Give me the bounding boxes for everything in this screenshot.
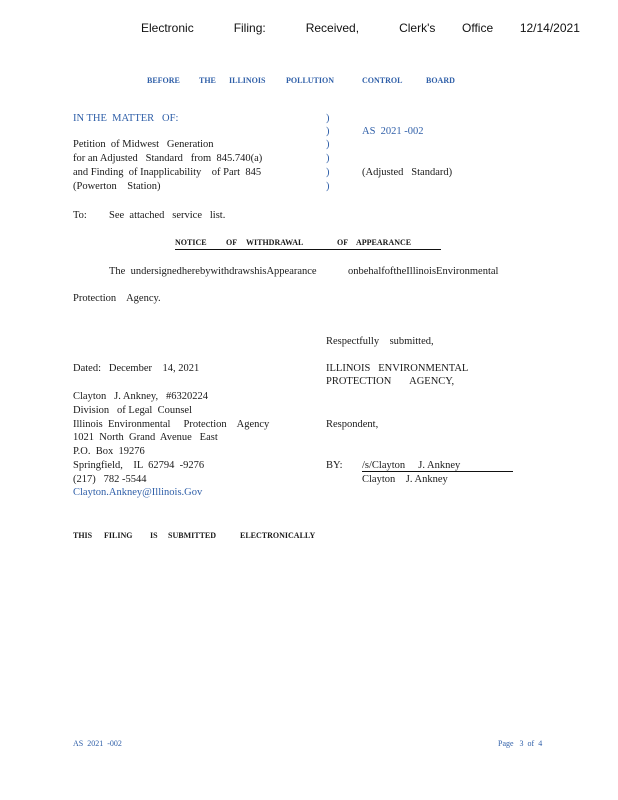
title-word-withdrawal: WITHDRAWAL [246, 238, 304, 247]
attorney-line-6: Springfield, IL 62794 -9276 [73, 460, 205, 471]
footer-case-number: AS 2021 -002 [73, 739, 122, 748]
party-line-1: ILLINOIS ENVIRONMENTAL [326, 363, 469, 374]
petition-line-3: and Finding of Inapplicability of Part 845 [73, 167, 262, 178]
petition-line-1: Petition of Midwest Generation [73, 139, 214, 150]
petition-line-2: for an Adjusted Standard from 845.740(a) [73, 153, 263, 164]
signer-name: Clayton J. Ankney [362, 474, 448, 485]
title-word-notice: NOTICE [175, 238, 207, 247]
attorney-email-link[interactable]: Clayton.Ankney@Illinois.Gov [73, 487, 203, 498]
board-word-control: CONTROL [362, 76, 403, 85]
body-line-2: Protection Agency. [73, 293, 161, 304]
dated-line: Dated: December 14, 2021 [73, 363, 200, 374]
in-the-matter-of: IN THE MATTER OF: [73, 113, 179, 124]
case-type: (Adjusted Standard) [362, 167, 453, 178]
attorney-line-7: (217) 782 -5544 [73, 474, 147, 485]
caption-paren-1: ) [326, 113, 330, 124]
title-word-of-1: OF [226, 238, 238, 247]
petition-line-4: (Powerton Station) [73, 181, 161, 192]
party-line-2: PROTECTION AGENCY, [326, 376, 455, 387]
respectfully-submitted: Respectfully submitted, [326, 336, 434, 347]
caption-paren-5: ) [326, 167, 330, 178]
electronic-word-electronically: ELECTRONICALLY [240, 531, 316, 540]
body-line-1b: onbehalfoftheIllinoisEnvironmental [348, 266, 499, 277]
electronic-word-filing: FILING [104, 531, 133, 540]
by-label: BY: [326, 460, 343, 471]
board-word-the: THE [199, 76, 216, 85]
attorney-line-3: Illinois Environmental Protection Agency [73, 419, 270, 430]
attorney-line-2: Division of Legal Counsel [73, 405, 192, 416]
attorney-line-5: P.O. Box 19276 [73, 446, 145, 457]
caption-paren-2: ) [326, 126, 330, 137]
signature-line [362, 471, 513, 472]
electronic-word-this: THIS [73, 531, 93, 540]
board-word-pollution: POLLUTION [286, 76, 335, 85]
to-label: To: [73, 210, 87, 221]
attorney-line-4: 1021 North Grand Avenue East [73, 432, 218, 443]
signature: /s/Clayton J. Ankney [362, 460, 461, 471]
filing-stamp: Electronic Filing: Received, Clerk's Office 12/14/2021 [141, 21, 580, 35]
caption-paren-3: ) [326, 139, 330, 150]
caption-paren-6: ) [326, 181, 330, 192]
title-word-of-2: OF [337, 238, 349, 247]
footer-page-number: Page 3 of 4 [498, 739, 543, 748]
title-underline [175, 249, 441, 250]
board-word-illinois: ILLINOIS [229, 76, 266, 85]
electronic-word-is: IS [150, 531, 158, 540]
case-number: AS 2021 -002 [362, 126, 424, 137]
attorney-line-1: Clayton J. Ankney, #6320224 [73, 391, 208, 402]
board-word-board: BOARD [426, 76, 455, 85]
respondent-label: Respondent, [326, 419, 379, 430]
body-line-1a: The undersignedherebywithdrawshisAppearance [109, 266, 317, 277]
caption-paren-4: ) [326, 153, 330, 164]
to-text: See attached service list. [109, 210, 226, 221]
title-word-appearance: APPEARANCE [356, 238, 412, 247]
electronic-word-submitted: SUBMITTED [168, 531, 217, 540]
board-word-before: BEFORE [147, 76, 180, 85]
